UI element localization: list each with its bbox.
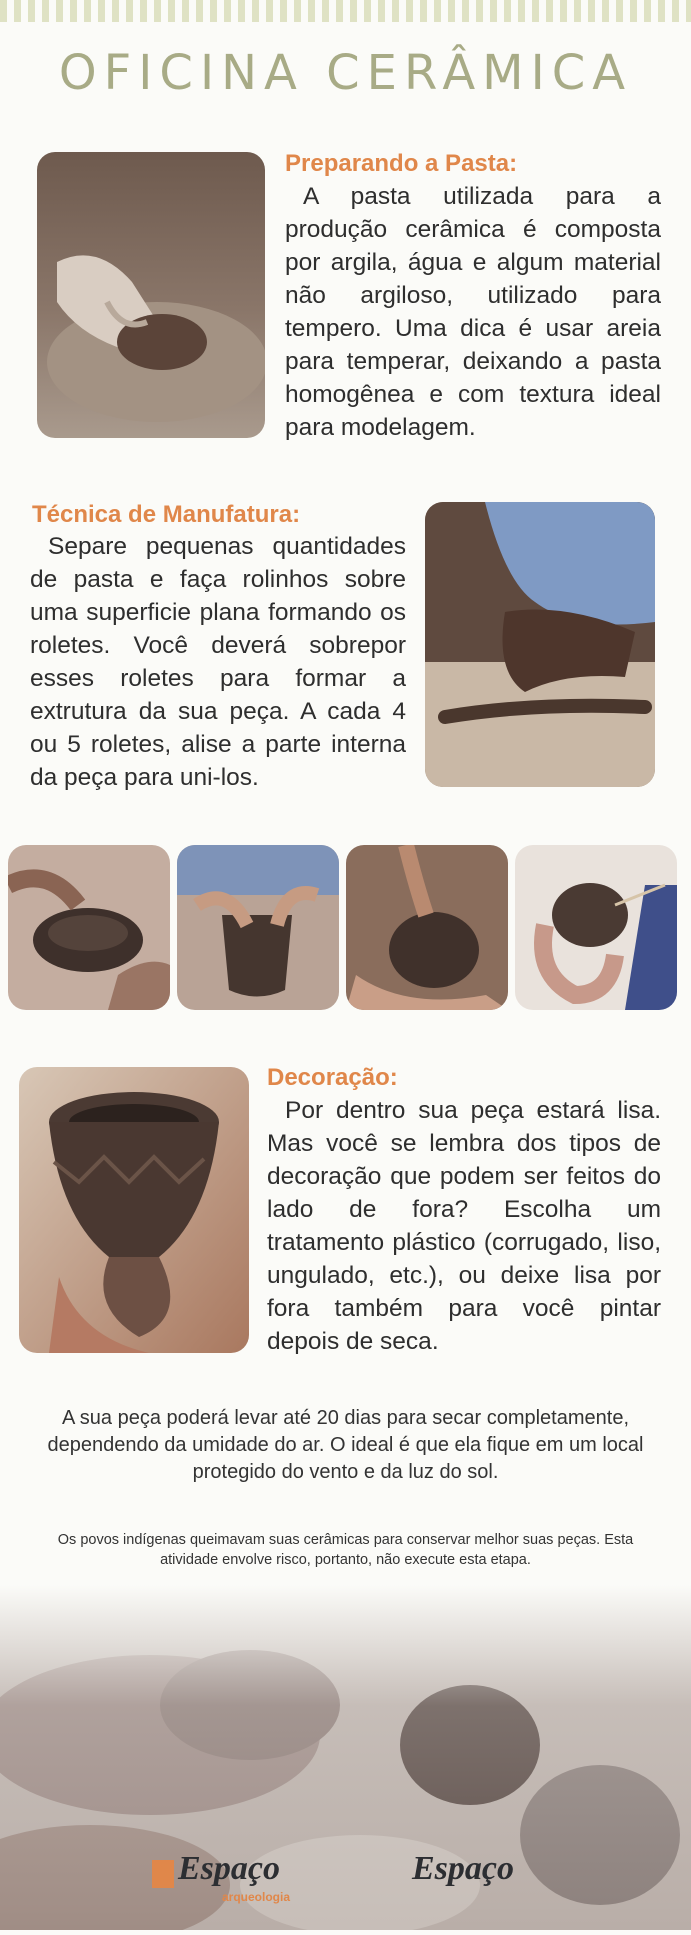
logo-subtitle: arqueologia	[222, 1890, 291, 1904]
section-heading-technique: Técnica de Manufatura:	[32, 501, 301, 528]
section-heading-decoration: Decoração:	[267, 1064, 398, 1091]
section-body-decoration: Por dentro sua peça estará lisa. Mas você se lembra dos tipos de decoração que podem ser feitos do lado de fora? Escolha um tratamento plástico (corrugado, liso, ungulado, etc.), ou deixe lisa por fora também para você pintar depois de seca.	[267, 1097, 661, 1355]
section-body-technique: Separe pequenas quantidades de pasta e faça rolinhos sobre uma superficie plana formando os roletes. Você deverá sobrepor esses roletes para formar a extrutura da sua peça. A cada 4 ou 5 roletes, alise a parte interna da peça para uni-los.	[30, 533, 406, 791]
photo-preparing-clay	[37, 152, 265, 438]
photo-step-4	[515, 845, 677, 1010]
photo-decorated-pot	[19, 1067, 249, 1353]
logo-espaco-arqueologia	[148, 1850, 318, 1910]
photo-step-2	[177, 845, 339, 1010]
photo-rolling-coils	[425, 502, 655, 787]
logo-mark	[152, 1860, 174, 1888]
photo-step-1	[8, 845, 170, 1010]
footer-hands-clay-photo	[0, 1585, 691, 1930]
section-heading-preparing: Preparando a Pasta:	[285, 150, 518, 177]
page-title: OFICINA CERÂMICA	[58, 45, 633, 101]
logo-name: Espaço	[178, 1850, 280, 1887]
decorative-stripe-border	[0, 0, 691, 22]
logo-espaco-second	[412, 1850, 582, 1910]
drying-note: A sua peça poderá levar até 20 dias para secar completamente, dependendo da umidade do ar. O ideal é que ela fique em um local protegido do vento e da luz do sol.	[47, 1407, 644, 1483]
section-body-preparing: A pasta utilizada para a produção cerâmica é composta por argila, água e algum material não argiloso, utilizado para tempero. Uma dica é usar areia para temperar, deixando a pasta homogênea e com textura ideal para modelagem.	[285, 183, 661, 441]
photo-step-3	[346, 845, 508, 1010]
warning-note: Os povos indígenas queimavam suas cerâmicas para conservar melhor suas peças. Esta atividade envolve risco, portanto, não execute esta etapa.	[57, 1532, 634, 1568]
logo-name: Espaço	[412, 1850, 514, 1887]
